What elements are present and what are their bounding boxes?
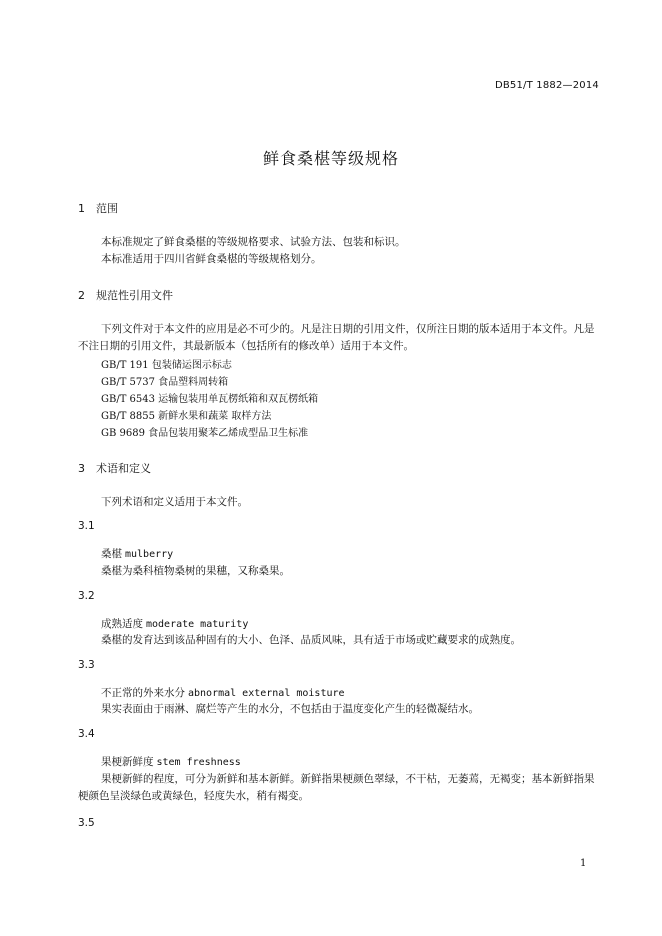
document-title: 鲜食桑椹等级规格 <box>262 149 399 168</box>
paragraph: 下列文件对于本文件的应用是必不可少的。凡是注日期的引用文件，仅所注日期的版本适用于本文件。凡是不注日期的引用文件，其最新版本（包括所有的修改单）适用于本文件。 <box>78 323 595 352</box>
reference-item: GB 9689 食品包装用聚苯乙烯成型品卫生标准 <box>101 428 309 439</box>
term-number: 3.5 <box>78 817 95 829</box>
reference-item: GB/T 191 包装储运图示标志 <box>101 360 232 371</box>
term-en: mulberry <box>125 549 174 560</box>
section-3-heading <box>78 460 151 476</box>
section-1-heading <box>78 200 118 216</box>
term-zh: 桑椹 <box>101 548 122 560</box>
term-heading <box>101 685 345 700</box>
term-en: stem freshness <box>156 757 241 768</box>
section-number: 3 <box>78 462 85 475</box>
document-number: DB51/T 1882—2014 <box>494 80 599 91</box>
reference-item: GB/T 6543 运输包装用单瓦楞纸箱和双瓦楞纸箱 <box>101 394 319 405</box>
section-2-heading <box>78 287 173 303</box>
term-definition: 果梗新鲜的程度，可分为新鲜和基本新鲜。新鲜指果梗颜色翠绿，不干枯，无萎蔫，无褐变；基本新鲜指果梗颜色呈淡绿色或黄绿色，轻度失水，稍有褐变。 <box>78 773 595 802</box>
section-number: 2 <box>78 289 85 302</box>
paragraph: 本标准适用于四川省鲜食桑椹的等级规格划分。 <box>101 253 322 265</box>
section-title: 规范性引用文件 <box>96 289 173 302</box>
term-number: 3.2 <box>78 590 95 602</box>
term-definition: 桑椹为桑科植物桑树的果穗，又称桑果。 <box>101 565 290 577</box>
term-heading <box>101 616 248 631</box>
section-title: 范围 <box>96 202 118 215</box>
term-zh: 不正常的外来水分 <box>101 687 185 699</box>
paragraph: 本标准规定了鲜食桑椹的等级规格要求、试验方法、包装和标识。 <box>101 236 406 248</box>
term-number: 3.3 <box>78 659 95 671</box>
section-title: 术语和定义 <box>96 462 151 475</box>
term-heading <box>101 754 241 769</box>
reference-item: GB/T 8855 新鲜水果和蔬菜 取样方法 <box>101 411 272 422</box>
paragraph: 下列术语和定义适用于本文件。 <box>101 496 248 508</box>
page-number: 1 <box>580 858 587 869</box>
term-zh: 果梗新鲜度 <box>101 756 154 768</box>
term-en: moderate maturity <box>146 619 249 630</box>
section-number: 1 <box>78 202 85 215</box>
term-definition: 果实表面由于雨淋、腐烂等产生的水分，不包括由于温度变化产生的轻微凝结水。 <box>101 703 479 715</box>
term-number: 3.4 <box>78 728 95 740</box>
term-number: 3.1 <box>78 520 95 532</box>
term-en: abnormal external moisture <box>188 688 345 699</box>
term-zh: 成熟适度 <box>101 618 143 630</box>
term-heading <box>101 546 173 561</box>
reference-item: GB/T 5737 食品塑料周转箱 <box>101 377 229 388</box>
term-definition: 桑椹的发育达到该品种固有的大小、色泽、品质风味，具有适于市场或贮藏要求的成熟度。 <box>101 634 521 646</box>
